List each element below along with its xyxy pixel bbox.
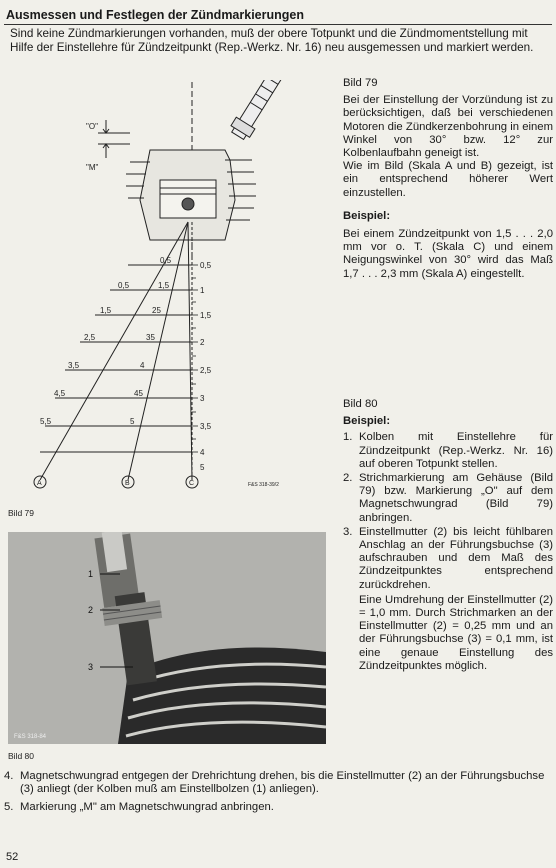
right-column-bottom [343,398,553,673]
callout-3: 3 [88,662,94,672]
callout-1: 1 [88,569,94,579]
beispiel-1-heading: Beispiel: [343,209,391,222]
step-number: 4. [4,770,14,782]
bild79-text: Bei der Einstellung der Vorzündung ist zu berücksichtigen, daß bei verschiedenen Motoren die Zündkerzenbohrung in einem Winkel von 30° bzw. 12° zur Kolbenlaufbahn geneigt ist. [343,94,553,160]
figure-80-caption: Bild 80 [8,751,34,761]
figure-80-code: F&S 318-84 [14,734,47,740]
bild80-heading: Bild 80 [343,398,378,410]
scale-b-tick: 25 [152,306,161,315]
step-number: 3. [343,525,353,538]
scale-a-tick: 5,5 [40,417,52,426]
scale-c-tick: 3,5 [200,422,212,431]
scale-b-tick: 0,5 [160,256,172,265]
axis-a-label: A [37,480,42,487]
beispiel-2-heading: Beispiel: [343,415,391,428]
scale-c-tick: 5 [200,463,205,472]
scale-c-tick: 1 [200,286,205,295]
figure-code: F&S 318-39/2 [248,482,279,488]
list-item [4,770,552,796]
title-divider [4,24,552,25]
bild79-text-2: Wie im Bild (Skala A und B) gezeigt, ist ein entsprechend höherer Wert einzustellen. [343,160,553,199]
bottom-steps [4,770,552,820]
axis-b-label: B [125,480,130,487]
scale-a-tick: 3,5 [68,361,80,370]
page-number: 52 [6,851,19,863]
scale-a-tick: 2,5 [84,333,96,342]
list-item [343,526,553,592]
step-3-note: Eine Umdrehung der Einstellmutter (2) = 1,0 mm. Durch Strichmarken an der Einstellmutter (2) = 0,25 mm und an der Führungsbuchse (3) = 0,1 mm, ist eine genaue Einstellung des Zündzeitpunktes möglich. [359,593,553,672]
intro-paragraph: Sind keine Zündmarkierungen vorhanden, muß der obere Totpunkt und die Zündmomentstellung mit Hilfe der Einstellehre für Zündzeitpunkt (Rep.-Werkz. Nr. 16) neu ausgemessen und markiert werden. [10,27,534,54]
step-text: Einstellmutter (2) bis leicht fühlbaren Anschlag an der Führungsbuchse (3) aufschrauben und dem Maß des Zündzeitpunktes entsprechend zurückdrehen. [359,525,553,591]
callout-2: 2 [88,605,94,615]
list-item [343,472,553,525]
scale-a-tick: 0,5 [118,281,130,290]
scale-c-tick: 0,5 [200,261,212,270]
figure-80-photo [8,532,326,744]
axis-c-label: C [189,480,195,487]
bild79-heading: Bild 79 [343,77,378,89]
step-text: Magnetschwungrad entgegen der Drehrichtung drehen, bis die Einstellmutter (2) an der Führungsbuchse (3) anliegt (der Kolben muß am Einstellbolzen (1) anliegen). [20,770,545,796]
list-item [4,801,552,814]
scale-c-tick: 3 [200,394,205,403]
steps-list [343,431,553,591]
right-column-top [343,77,553,281]
step-number: 5. [4,801,14,814]
step-text: Kolben mit Einstellehre für Zündzeitpunkt (Rep.-Werkz. Nr. 16) auf oberen Totpunkt stellen. [359,431,553,470]
scale-b-tick: 1,5 [158,281,170,290]
page-title: Ausmessen und Festlegen der Zündmarkierungen [6,8,304,22]
mark-m-label: "M" [86,163,99,172]
figure-79-caption: Bild 79 [8,508,34,518]
list-item [343,431,553,471]
step-text: Markierung „M" am Magnetschwungrad anbringen. [20,801,274,814]
scale-c-tick: 4 [200,448,205,457]
scale-b-tick: 35 [146,333,155,342]
scale-c-tick: 1,5 [200,311,212,320]
scale-a-tick: 1,5 [100,306,112,315]
scale-c-tick: 2 [200,338,205,347]
beispiel-1-text: Bei einem Zündzeitpunkt von 1,5 . . . 2,0 mm vor o. T. (Skala C) und einem Neigungswinkel von 30° wird das Maß 1,7 . . . 2,3 mm (Skala A) eingestellt. [343,228,553,280]
step-text: Strichmarkierung am Gehäuse (Bild 79) bzw. Markierung „O" auf dem Magnetschwungrad (Bild 79) anbringen. [359,472,553,524]
step-number: 2. [343,472,353,485]
scale-b-tick: 5 [130,417,135,426]
scale-c-tick: 2,5 [200,366,212,375]
mark-o-label: "O" [86,122,98,131]
step-number: 1. [343,431,353,444]
scale-b-tick: 45 [134,389,143,398]
figure-79-diagram [20,80,320,500]
scale-b-tick: 4 [140,361,145,370]
scale-a-tick: 4,5 [54,389,66,398]
